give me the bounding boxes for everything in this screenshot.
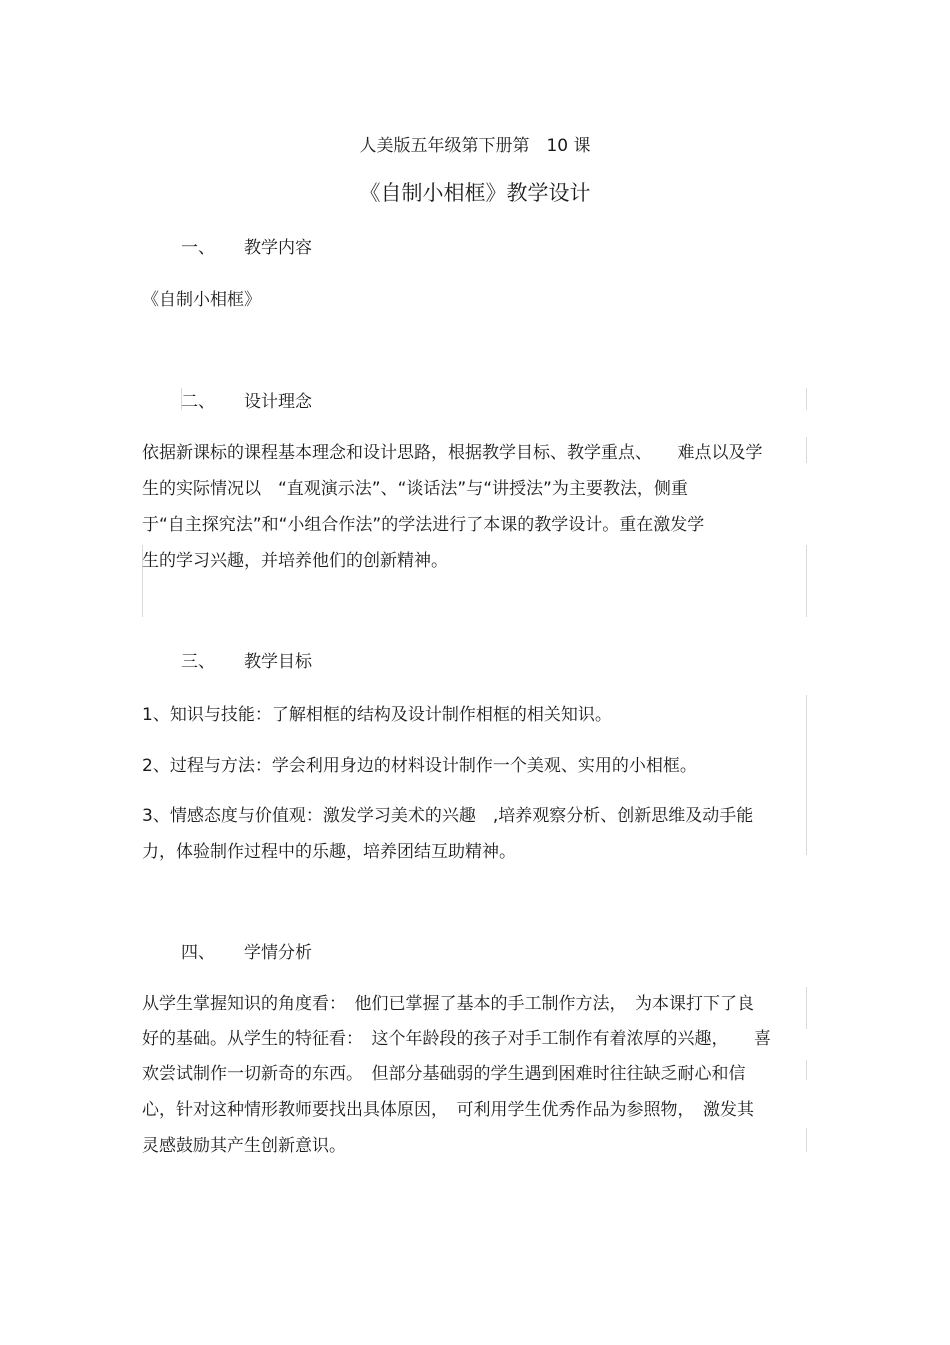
section-number: 三、: [181, 652, 215, 672]
section-heading: 教学内容: [244, 238, 312, 258]
body-line: 欢尝试制作一切新奇的东西。 但部分基础弱的学生遇到困难时往往缺乏耐心和信: [142, 1064, 746, 1084]
body-line: 2、过程与方法：学会利用身边的材料设计制作一个美观、实用的小相框。: [142, 756, 697, 776]
body-line: 3、情感态度与价值观：激发学习美术的兴趣 ,培养观察分析、创新思维及动手能: [142, 806, 754, 826]
margin-rule: [806, 545, 807, 617]
margin-rule: [806, 695, 807, 855]
body-line: 于“自主探究法”和“小组合作法”的学法进行了本课的教学设计。重在激发学: [142, 515, 705, 535]
body-line: 心，针对这种情形教师要找出具体原因， 可利用学生优秀作品为参照物， 激发其: [142, 1100, 754, 1120]
body-line: 灵感鼓励其产生创新意识。: [142, 1136, 346, 1156]
margin-rule: [806, 987, 807, 1029]
document-title: 《自制小相框》教学设计: [359, 181, 591, 205]
section-heading: 学情分析: [244, 943, 312, 963]
margin-rule: [806, 1060, 807, 1080]
body-line: 力，体验制作过程中的乐趣，培养团结互助精神。: [142, 842, 516, 862]
body-line: 生的实际情况以 “直观演示法”、“谈话法”与“讲授法”为主要教法，侧重: [142, 479, 688, 499]
document-subtitle: 人美版五年级第下册第 10 课: [359, 136, 591, 156]
section-number: 二、: [181, 392, 215, 412]
body-line: 从学生掌握知识的角度看： 他们已掌握了基本的手工制作方法， 为本课打下了良: [142, 994, 754, 1014]
body-line: 依据新课标的课程基本理念和设计思路，根据教学目标、教学重点、 难点以及学: [142, 443, 763, 463]
margin-rule: [806, 388, 807, 410]
body-line: 1、知识与技能：了解相框的结构及设计制作相框的相关知识。: [142, 705, 612, 725]
section-heading: 教学目标: [244, 652, 312, 672]
section-heading: 设计理念: [244, 392, 312, 412]
section-number: 一、: [181, 238, 215, 258]
margin-rule: [806, 437, 807, 463]
body-line: 《自制小相框》: [142, 290, 261, 310]
body-line: 生的学习兴趣，并培养他们的创新精神。: [142, 551, 448, 571]
section-number: 四、: [181, 943, 215, 963]
body-line: 好的基础。从学生的特征看： 这个年龄段的孩子对手工制作有着浓厚的兴趣， 喜: [142, 1029, 771, 1049]
margin-rule: [806, 1128, 807, 1152]
